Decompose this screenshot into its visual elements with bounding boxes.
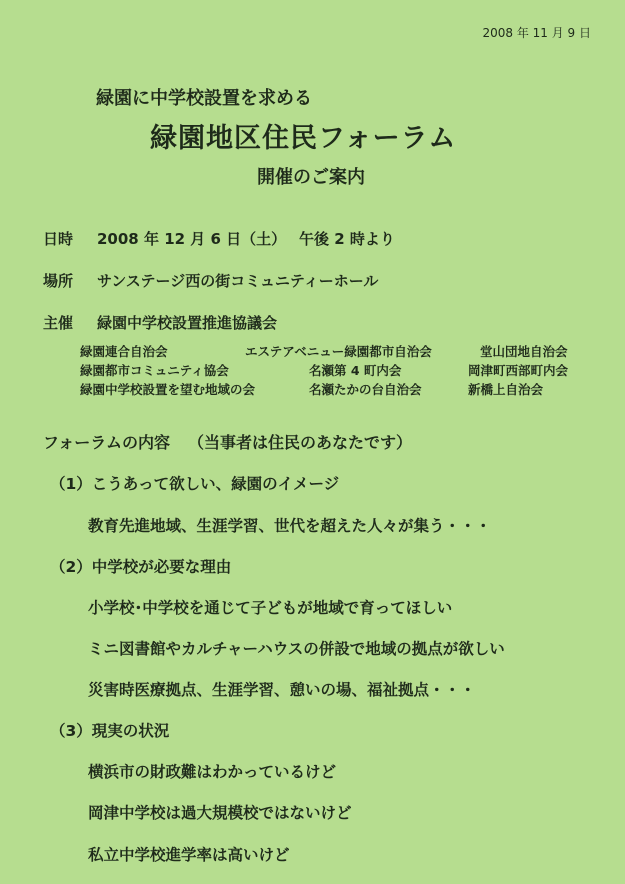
association-column (468, 342, 568, 399)
association-name: エステアベニュー緑園都市自治会 (245, 344, 432, 359)
event-time: 午後 2 時より (299, 230, 395, 248)
section-title: （1）こうあって欲しい、緑園のイメージ (50, 475, 340, 493)
section-item: 岡津中学校は過大規模校ではないけど (88, 804, 352, 822)
section-item: ミニ図書館やカルチャーハウスの併設で地域の拠点が欲しい (88, 640, 505, 658)
event-date: 2008 年 12 月 6 日（土） (97, 230, 287, 248)
organizer-row (43, 312, 277, 333)
place-label: 場所 (43, 272, 74, 290)
forum-heading-note: （当事者は住民のあなたです） (188, 433, 413, 452)
association-column (213, 342, 432, 399)
datetime-label: 日時 (43, 230, 74, 248)
section-item: 小学校･中学校を通じて子どもが地域で育ってほしい (88, 599, 453, 617)
association-name: 新橋上自治会 (468, 382, 544, 397)
organizer-value: 緑園中学校設置推進協議会 (97, 314, 278, 332)
forum-heading-label: フォーラムの内容 (43, 433, 171, 452)
place-row (43, 270, 378, 291)
flyer-guide-heading: 開催のご案内 (257, 167, 365, 188)
forum-heading (43, 430, 412, 453)
association-name: 名瀬たかの台自治会 (309, 382, 422, 397)
association-name: 緑園都市コミュニティ協会 (80, 363, 229, 378)
association-name: 緑園連合自治会 (80, 344, 168, 359)
section-item: 災害時医療拠点、生涯学習、憩いの場、福祉拠点・・・ (88, 681, 476, 699)
flyer-title: 緑園地区住民フォーラム (150, 123, 457, 154)
issue-date: 2008 年 11 月 9 日 (482, 26, 591, 40)
flyer-subtitle: 緑園に中学校設置を求める (96, 88, 312, 109)
association-name: 緑園中学校設置を望む地域の会 (80, 382, 256, 397)
section-title: （2）中学校が必要な理由 (50, 558, 232, 576)
association-name: 名瀬第 4 町内会 (309, 363, 402, 378)
association-name: 岡津町西部町内会 (468, 363, 569, 378)
datetime-row (43, 228, 395, 249)
section-item: 教育先進地域、生涯学習、世代を超えた人々が集う・・・ (88, 517, 492, 535)
association-name: 堂山団地自治会 (480, 344, 568, 359)
section-item: 横浜市の財政難はわかっているけど (88, 763, 337, 781)
organizer-label: 主催 (43, 314, 74, 332)
place-value: サンステージ西の街コミュニティーホール (97, 272, 379, 290)
section-item: 私立中学校進学率は高いけど (88, 846, 290, 864)
section-title: （3）現実の状況 (50, 722, 170, 740)
